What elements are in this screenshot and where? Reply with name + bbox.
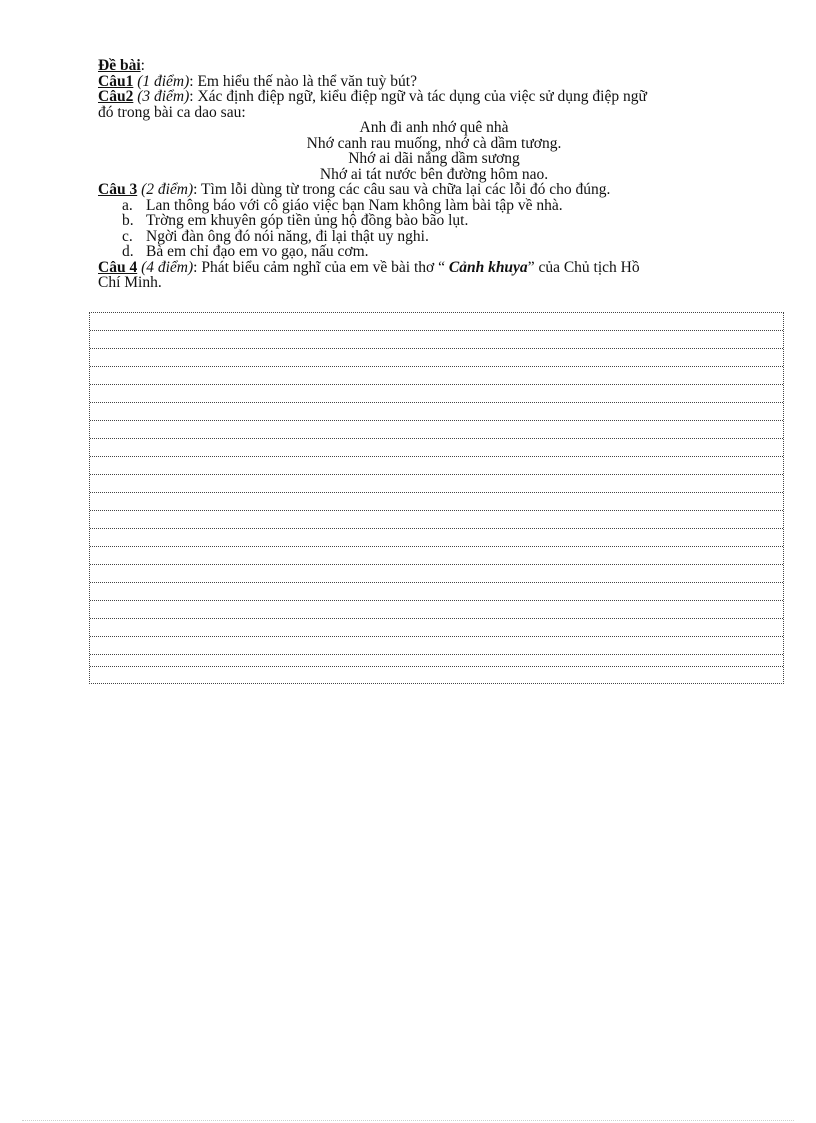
folk-poem xyxy=(98,120,770,182)
answer-line xyxy=(90,474,783,475)
answer-line xyxy=(90,564,783,565)
question-4-label: Câu 4 xyxy=(98,258,138,276)
answer-line xyxy=(90,600,783,601)
page-footer-divider xyxy=(22,1120,794,1121)
list-item-text: Ngời đàn ông đó nói năng, đi lại thật uy nghi. xyxy=(146,227,429,245)
poem-line: Anh đi anh nhớ quê nhà xyxy=(359,119,509,136)
answer-line xyxy=(90,666,783,667)
list-item xyxy=(122,229,770,245)
answer-line xyxy=(90,510,783,511)
list-item xyxy=(122,213,770,229)
answer-line xyxy=(90,402,783,403)
question-3 xyxy=(98,182,770,198)
question-1-points: (1 điểm) xyxy=(133,72,190,90)
answer-line xyxy=(90,636,783,637)
question-4 xyxy=(98,260,770,276)
question-2-label: Câu2 xyxy=(98,88,134,105)
list-marker: b. xyxy=(122,212,134,229)
heading-colon: : xyxy=(140,57,145,74)
question-2 xyxy=(98,89,770,105)
answer-line xyxy=(90,654,783,655)
question-1 xyxy=(98,74,770,90)
exam-document xyxy=(98,58,770,291)
question-3-label: Câu 3 xyxy=(98,181,138,198)
question-4-points: (4 điểm) xyxy=(137,258,194,276)
poem-title: Cảnh khuya xyxy=(448,258,528,276)
list-item-text: Bà em chỉ đạo em vo gạo, nấu cơm. xyxy=(146,243,369,260)
question-1-text: : Em hiểu thế nào là thể văn tuỳ bút? xyxy=(189,72,417,90)
question-2-text-continued: đó trong bài ca dao sau: xyxy=(98,103,246,121)
answer-writing-area[interactable] xyxy=(89,312,784,684)
question-3-text: : Tìm lỗi dùng từ trong các câu sau và chữa lại các lỗi đó cho đúng. xyxy=(193,181,611,198)
exam-heading: Đề bài xyxy=(98,57,141,74)
list-marker: a. xyxy=(122,196,133,214)
answer-line xyxy=(90,348,783,349)
list-marker: c. xyxy=(122,227,133,245)
answer-line xyxy=(90,438,783,439)
list-item-text: Lan thông báo với cô giáo việc bạn Nam không làm bài tập về nhà. xyxy=(146,196,563,214)
question-3-points: (2 điểm) xyxy=(137,181,194,198)
poem-line: Nhớ ai tát nước bên đường hôm nao. xyxy=(319,165,549,183)
list-marker: d. xyxy=(122,243,134,260)
question-4-text-continued: Chí Minh. xyxy=(98,274,162,291)
list-item xyxy=(122,244,770,260)
poem-line: Nhớ canh rau muống, nhớ cà dầm tương. xyxy=(306,134,562,152)
answer-line xyxy=(90,420,783,421)
answer-line xyxy=(90,528,783,529)
heading-line xyxy=(98,58,770,74)
list-item-text: Trờng em khuyên góp tiền ủng hộ đồng bào bão lụt. xyxy=(146,212,469,229)
answer-line xyxy=(90,582,783,583)
question-4-text-after: ” của Chủ tịch Hồ xyxy=(527,258,640,276)
question-1-label: Câu1 xyxy=(98,72,134,90)
answer-line xyxy=(90,618,783,619)
question-2-text: : Xác định điệp ngữ, kiểu điệp ngữ và tác dụng của việc sử dụng điệp ngữ xyxy=(189,88,647,105)
answer-line xyxy=(90,366,783,367)
question-3-items xyxy=(122,198,770,260)
question-2-points: (3 điểm) xyxy=(133,88,190,105)
answer-line xyxy=(90,456,783,457)
list-item xyxy=(122,198,770,214)
answer-line xyxy=(90,492,783,493)
question-4-text: : Phát biểu cảm nghĩ của em về bài thơ “ xyxy=(193,258,449,276)
answer-line xyxy=(90,546,783,547)
poem-line: Nhớ ai dãi nắng dầm sương xyxy=(348,150,520,167)
answer-line xyxy=(90,384,783,385)
answer-line xyxy=(90,330,783,331)
